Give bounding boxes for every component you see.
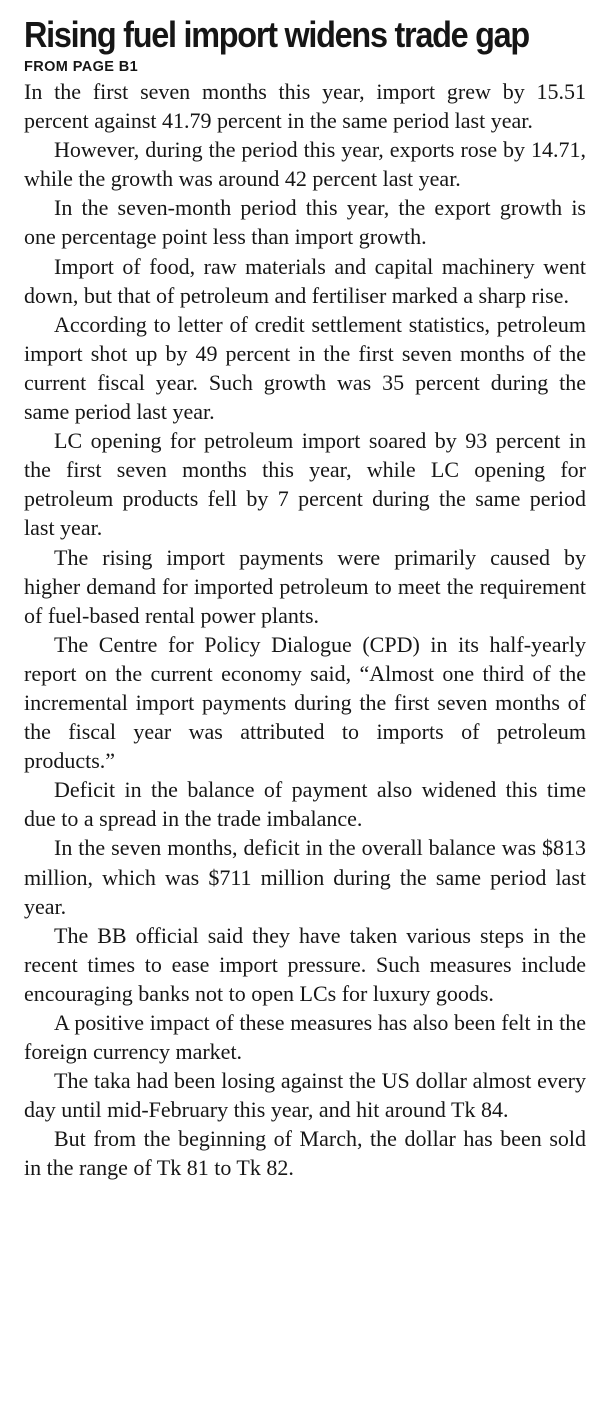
article-paragraph: The Centre for Policy Dialogue (CPD) in its half-yearly report on the current economy said, “Almost one third of the incremental import payments during the first seven months of the fiscal year was attributed to imports of petroleum products.”	[24, 631, 586, 774]
article-paragraph: LC opening for petroleum import soared by 93 percent in the first seven months this year, while LC opening for petroleum products fell by 7 percent during the same period last year.	[24, 428, 586, 541]
article-paragraph: A positive impact of these measures has also been felt in the foreign currency market.	[24, 1010, 586, 1065]
article-paragraph: The rising import payments were primarily caused by higher demand for imported petroleum to meet the requirement of fuel-based rental power plants.	[24, 544, 586, 628]
article-headline: Rising fuel import widens trade gap	[24, 14, 529, 55]
article-body	[24, 77, 586, 1183]
article-paragraph: However, during the period this year, exports rose by 14.71, while the growth was around 42 percent last year.	[24, 137, 586, 192]
article-paragraph: In the seven months, deficit in the overall balance was $813 million, which was $711 million during the same period last year.	[24, 835, 586, 919]
article-paragraph: The BB official said they have taken various steps in the recent times to ease import pressure. Such measures include encouraging banks not to open LCs for luxury goods.	[24, 922, 586, 1006]
continuation-label: FROM PAGE B1	[24, 59, 139, 75]
article-paragraph: Deficit in the balance of payment also widened this time due to a spread in the trade imbalance.	[24, 777, 586, 832]
article-paragraph: Import of food, raw materials and capital machinery went down, but that of petroleum and fertiliser marked a sharp rise.	[24, 253, 586, 308]
article-paragraph: In the first seven months this year, import grew by 15.51 percent against 41.79 percent in the same period last year.	[24, 79, 586, 134]
article-paragraph: The taka had been losing against the US dollar almost every day until mid-February this year, and hit around Tk 84.	[24, 1068, 586, 1123]
article-paragraph: But from the beginning of March, the dollar has been sold in the range of Tk 81 to Tk 82.	[24, 1126, 586, 1181]
article-paragraph: In the seven-month period this year, the export growth is one percentage point less than import growth.	[24, 195, 586, 250]
article-paragraph: According to letter of credit settlement statistics, petroleum import shot up by 49 percent in the first seven months of the current fiscal year. Such growth was 35 percent during the same period last year.	[24, 311, 586, 425]
